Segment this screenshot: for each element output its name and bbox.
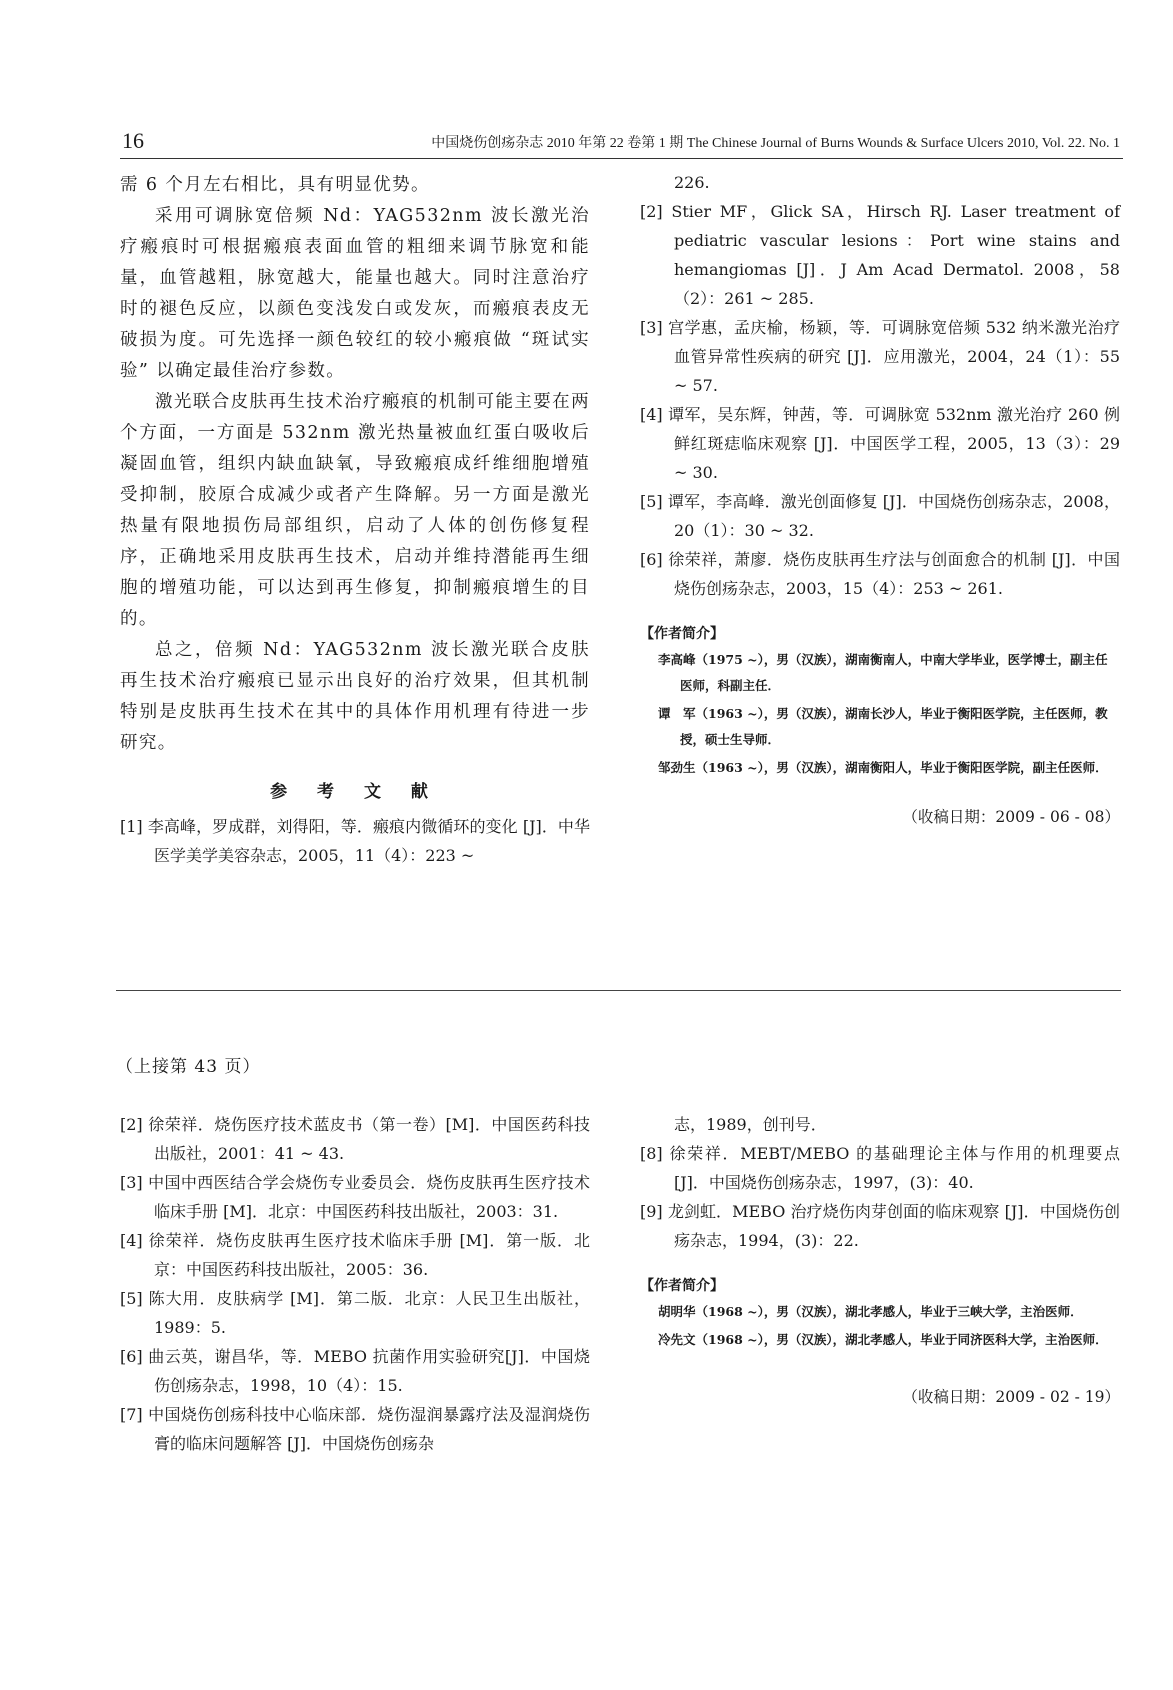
body-left-column	[120, 170, 590, 870]
author-bio-heading: 【作者简介】	[640, 626, 724, 642]
received-date: （收稿日期：2009 - 06 - 08）	[902, 808, 1120, 826]
received-date: （收稿日期：2009 - 02 - 19）	[902, 1388, 1120, 1406]
reference-item: [5] 谭军，李高峰．激光创面修复 [J]．中国烧伤创疡杂志，2008，20（1）：30 ~ 32.	[640, 492, 1120, 540]
reference-item: [8] 徐荣祥．MEBT/MEBO 的基础理论主体与作用的机理要点 [J]．中国烧伤创疡杂志，1997，(3)：40.	[640, 1144, 1120, 1192]
reference-item: [7] 中国烧伤创疡科技中心临床部．烧伤湿润暴露疗法及湿润烧伤膏的临床问题解答 [J]．中国烧伤创疡杂	[120, 1405, 590, 1453]
section-divider	[116, 990, 1121, 991]
body-paragraph: 激光联合皮肤再生技术治疗瘢痕的机制可能主要在两个方面，一方面是 532nm 激光热量被血红蛋白吸收后凝固血管，组织内缺血缺氧，导致瘢痕成纤维细胞增殖受抑制，胶原合成减少或者产生降解。另一方面是激光热量有限地损伤局部组织，启动了人体的创伤修复程序，正确地采用皮肤再生技术，启动并维持潜能再生细胞的增殖功能，可以达到再生修复，抑制瘢痕增生的目的。	[120, 392, 590, 629]
references-bottom-left	[120, 1110, 590, 1458]
author-bio: 李高峰（1975 ~），男（汉族），湖南衡南人，中南大学毕业，医学博士，副主任医师，科副主任．	[658, 652, 1108, 693]
body-paragraph: 总之，倍频 Nd：YAG532nm 波长激光联合皮肤再生技术治疗瘢痕已显示出良好的治疗效果，但其机制特别是皮肤再生技术在其中的具体作用机理有待进一步研究。	[120, 640, 590, 753]
author-bio: 谭 军（1963 ~），男（汉族），湖南长沙人，毕业于衡阳医学院，主任医师，教授，硕士生导师．	[658, 706, 1108, 747]
reference-item: [1] 李高峰，罗成群，刘得阳，等．瘢痕内微循环的变化 [J]．中华医学美学美容杂志，2005，11（4）：223 ~	[120, 817, 590, 865]
references-bottom-right	[640, 1110, 1120, 1407]
reference-item: [2] Stier MF，Glick SA，Hirsch RJ. Laser treatment of pediatric vascular lesions：Port wine stains and hemangiomas [J]．J Am Acad Dermatol. 2008，58（2）：261 ~ 285.	[640, 202, 1120, 308]
page-number: 16	[122, 128, 144, 153]
running-header: 中国烧伤创疡杂志 2010 年第 22 卷第 1 期 The Chinese Journal of Burns Wounds & Surface Ulcers 2010, Vol. 22. No. 1	[431, 136, 1120, 151]
reference-item: [5] 陈大用．皮肤病学 [M]．第二版．北京：人民卫生出版社，1989：5.	[120, 1289, 590, 1337]
author-bio-heading: 【作者简介】	[640, 1278, 724, 1294]
reference-item: [6] 徐荣祥，萧廖．烧伤皮肤再生疗法与创面愈合的机制 [J]．中国烧伤创疡杂志，2003，15（4）：253 ~ 261.	[640, 550, 1120, 598]
continued-from-notice: （上接第 43 页）	[116, 1057, 261, 1077]
author-bio: 邹劲生（1963 ~），男（汉族），湖南衡阳人，毕业于衡阳医学院，副主任医师．	[658, 760, 1108, 775]
body-paragraph: 采用可调脉宽倍频 Nd：YAG532nm 波长激光治疗瘢痕时可根据瘢痕表面血管的粗细来调节脉宽和能量，血管越粗，脉宽越大，能量也越大。同时注意治疗时的褪色反应，以颜色变浅发白或发灰，而瘢痕表皮无破损为度。可先选择一颜色较红的较小瘢痕做 “斑试实验” 以确定最佳治疗参数。	[120, 206, 590, 381]
body-paragraph: 需 6 个月左右相比，具有明显优势。	[120, 175, 430, 195]
references-title: 参 考 文 献	[270, 782, 440, 802]
author-bio: 胡明华（1968 ~），男（汉族），湖北孝感人，毕业于三峡大学，主治医师．	[658, 1304, 1083, 1319]
reference-item: [3] 中国中西医结合学会烧伤专业委员会．烧伤皮肤再生医疗技术临床手册 [M]．北京：中国医药科技出版社，2003：31.	[120, 1173, 590, 1221]
reference-item: [2] 徐荣祥．烧伤医疗技术蓝皮书（第一卷）[M]．中国医药科技出版社，2001：41 ~ 43.	[120, 1115, 590, 1163]
reference-item: [9] 龙剑虹．MEBO 治疗烧伤肉芽创面的临床观察 [J]．中国烧伤创疡杂志，1994，(3)：22.	[640, 1202, 1120, 1250]
reference-item: [3] 宫学惠，孟庆榆，杨颖，等．可调脉宽倍频 532 纳米激光治疗血管异常性疾病的研究 [J]．应用激光，2004，24（1）：55 ~ 57.	[640, 318, 1120, 395]
reference-continuation: 226.	[674, 173, 710, 192]
reference-continuation: 志，1989，创刊号．	[674, 1115, 827, 1134]
reference-item: [4] 谭军，吴东辉，钟茜，等．可调脉宽 532nm 激光治疗 260 例鲜红斑痣临床观察 [J]．中国医学工程，2005，13（3）：29 ~ 30.	[640, 405, 1120, 482]
header-rule	[120, 158, 1123, 159]
reference-item: [6] 曲云英，谢昌华，等．MEBO 抗菌作用实验研究[J]．中国烧伤创疡杂志，1998，10（4）：15.	[120, 1347, 590, 1395]
author-bio: 冷先文（1968 ~），男（汉族），湖北孝感人，毕业于同济医科大学，主治医师．	[658, 1332, 1108, 1347]
reference-item: [4] 徐荣祥．烧伤皮肤再生医疗技术临床手册 [M]．第一版．北京：中国医药科技出版社，2005：36.	[120, 1231, 590, 1279]
references-right-column	[640, 168, 1120, 827]
